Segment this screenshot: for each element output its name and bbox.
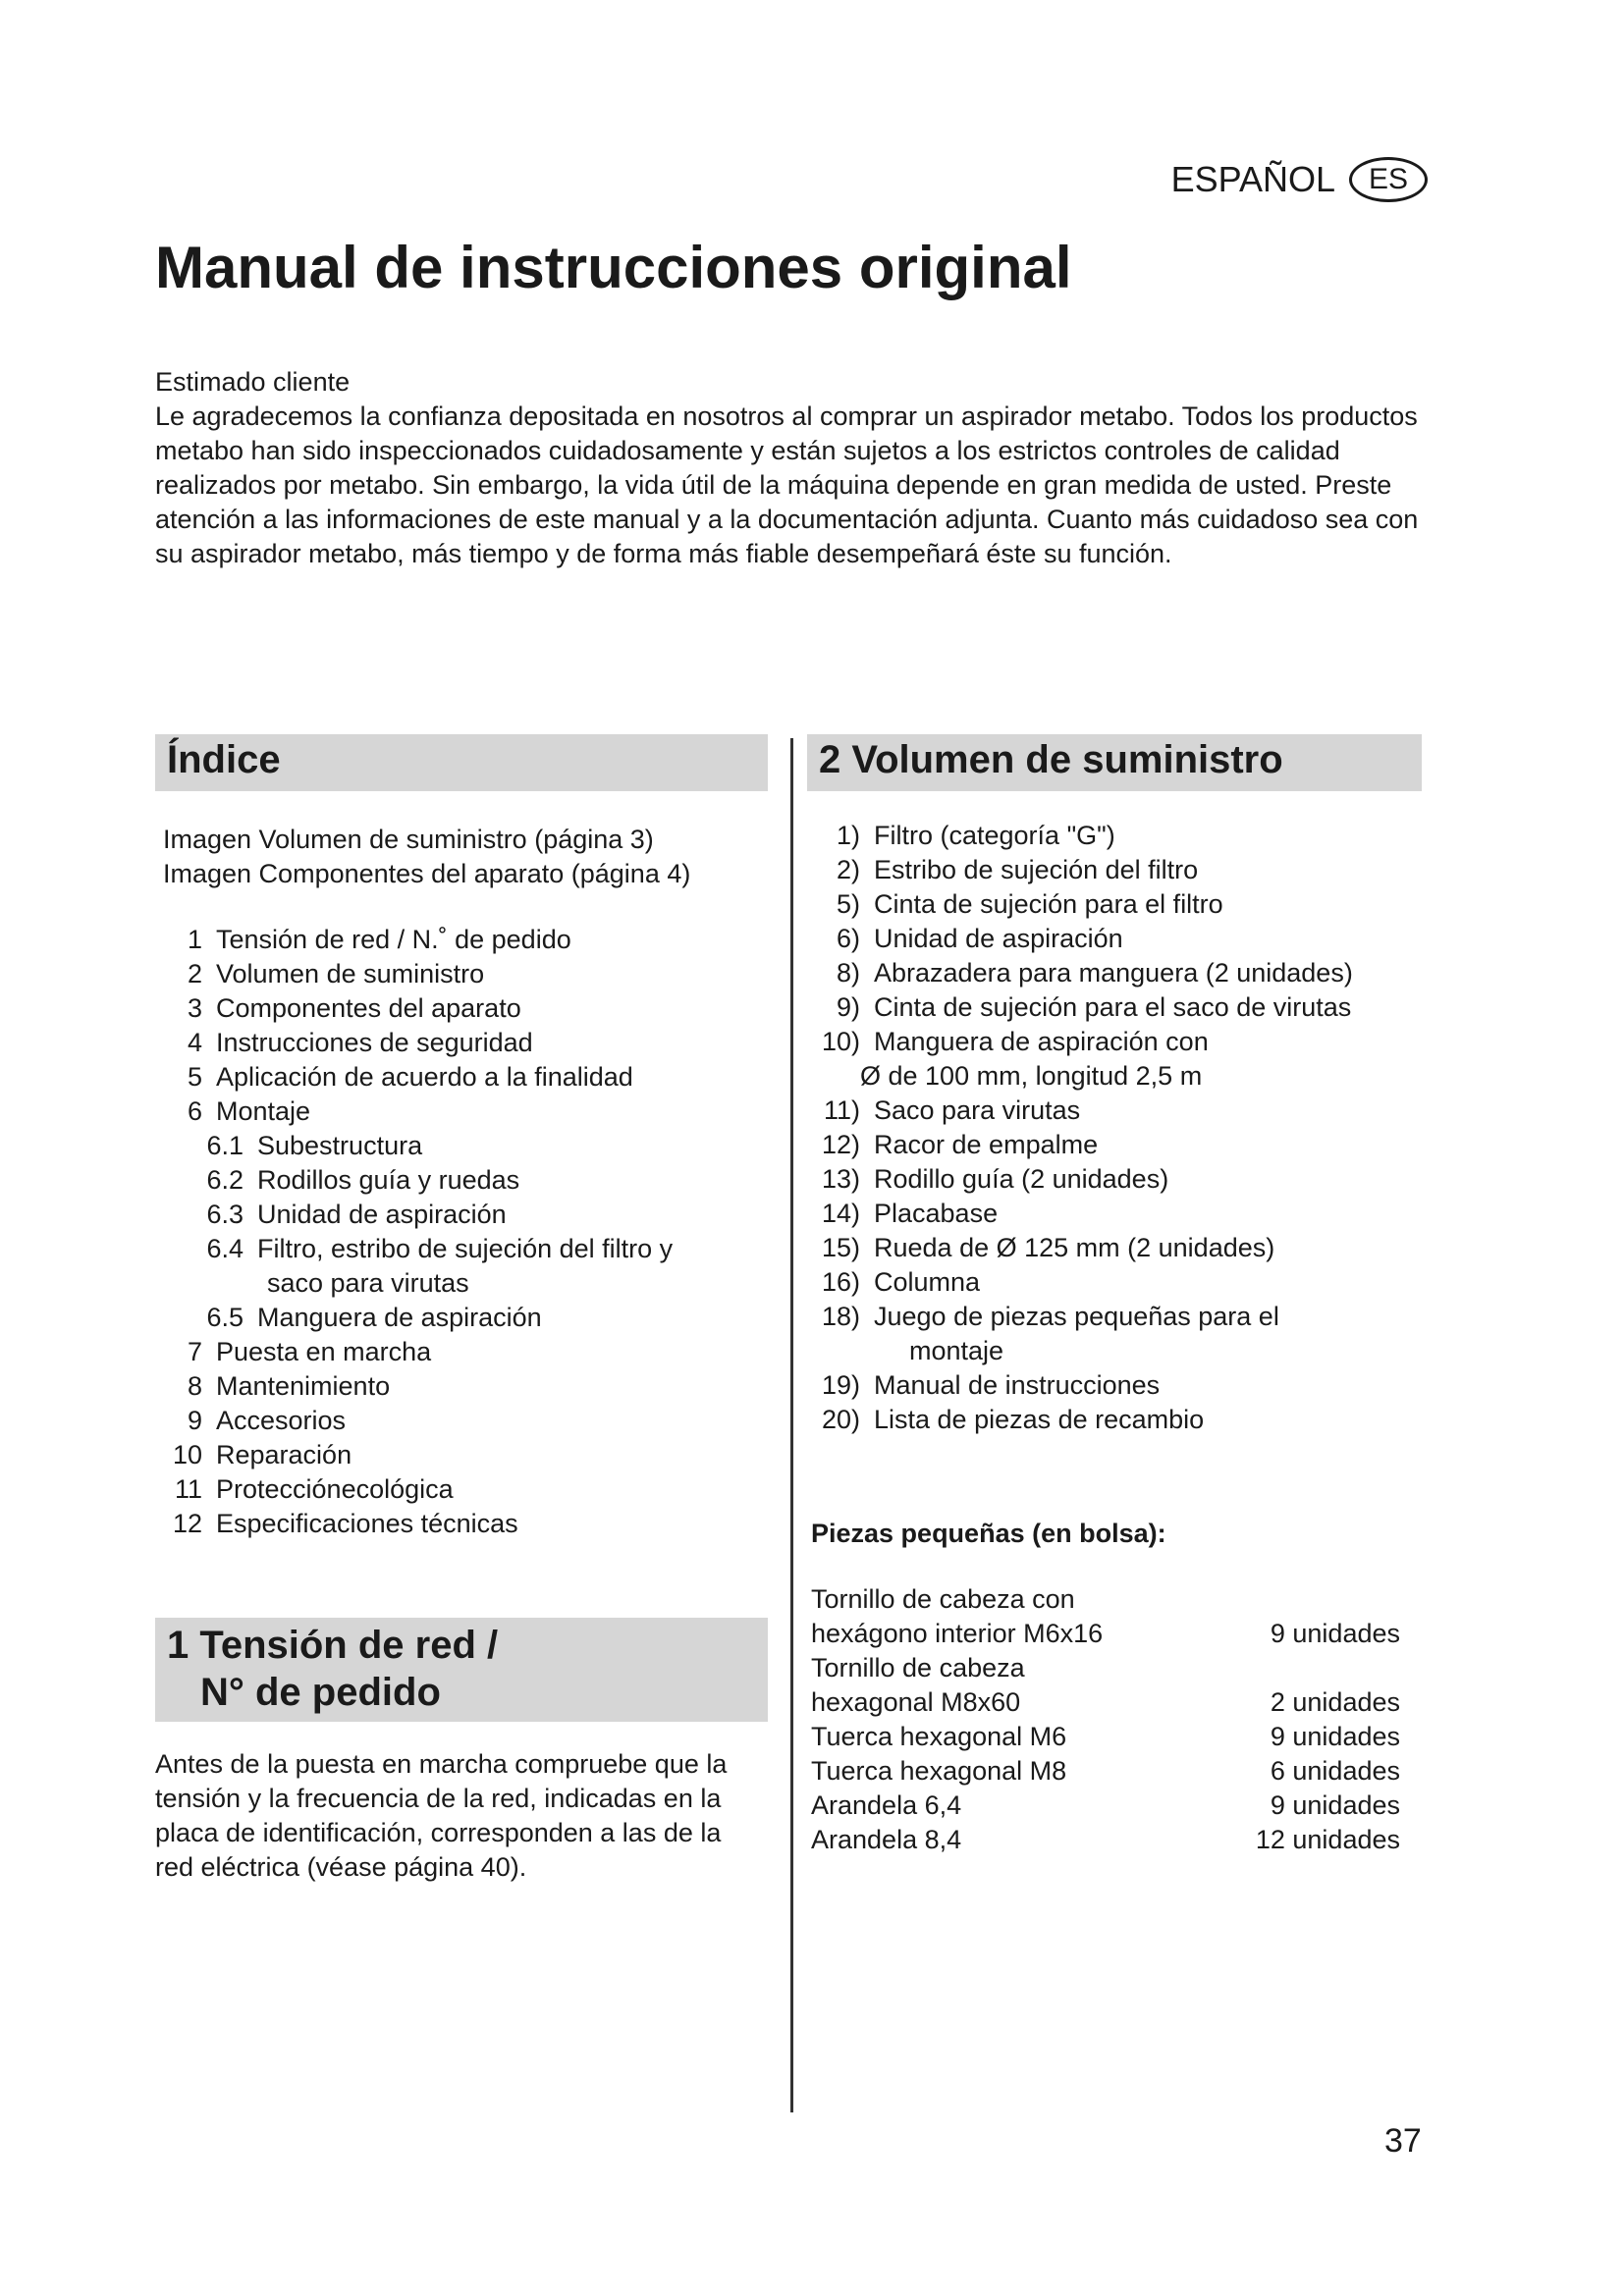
supply-number: 16) [821,1267,860,1297]
toc-label: saco para virutas [267,1268,469,1298]
supply-item [807,1368,1426,1403]
supply-item [807,1162,1426,1197]
supply-number: 18) [821,1302,860,1331]
small-part-row [811,1823,1400,1857]
toc-label: Protecciónecológica [216,1474,454,1504]
intro-body: Le agradecemos la confianza depositada en nosotros al comprar un aspirador metabo. Todos los productos metabo han sido inspeccionados cuidadosamente y están sujetos a los estrictos controles de calidad realizados por metabo. Sin embargo, la vida útil de la máquina depende en gran medida de usted. Preste atención a las informaciones de este manual y a la documentación adjunta. Cuanto más cuidadoso sea con su aspirador metabo, más tiempo y de forma más fiable desempeñará éste su función. [155,401,1419,568]
supply-label: Ø de 100 mm, longitud 2,5 m [860,1061,1203,1091]
column-divider [790,738,793,2112]
toc-number: 6.3 [206,1200,244,1229]
toc-number: 12 [172,1509,202,1538]
small-part-quantity: 9 unidades [1270,1619,1400,1648]
supply-item [807,990,1426,1025]
toc-label: Instrucciones de seguridad [216,1028,533,1057]
toc-label: Filtro, estribo de sujeción del filtro y [257,1234,674,1263]
toc-item[interactable] [155,1404,764,1438]
toc-item[interactable] [155,1438,764,1472]
toc-number: 5 [187,1062,202,1092]
supply-number: 11) [823,1095,860,1125]
supply-number: 2) [836,855,860,884]
toc-label: Montaje [216,1096,311,1126]
section1-heading-line: 1 Tensión de red / [167,1624,499,1667]
small-parts-heading: Piezas pequeñas (en bolsa): [811,1519,1166,1548]
supply-label: Cinta de sujeción para el saco de virutas [874,992,1352,1022]
supply-label: Rueda de Ø 125 mm (2 unidades) [874,1233,1275,1262]
small-part-name: Tornillo de cabeza [811,1653,1025,1682]
section1-heading [155,1618,768,1722]
toc-item[interactable] [155,1266,764,1301]
toc-item[interactable] [155,991,764,1026]
toc-item[interactable] [155,1129,764,1163]
intro-greeting: Estimado cliente [155,367,351,397]
supply-number: 19) [821,1370,860,1400]
supply-label: Unidad de aspiración [874,924,1123,953]
toc-item[interactable] [155,1472,764,1507]
supply-label: Rodillo guía (2 unidades) [874,1164,1169,1194]
toc-label: Rodillos guía y ruedas [257,1165,520,1195]
small-part-name: Arandela 6,4 [811,1790,962,1820]
supply-label: Manguera de aspiración con [874,1027,1209,1056]
small-part-quantity: 6 unidades [1270,1756,1400,1786]
small-part-row [811,1685,1400,1720]
supply-label: Abrazadera para manguera (2 unidades) [874,958,1353,988]
small-part-name: hexágono interior M6x16 [811,1619,1104,1648]
toc-item[interactable] [155,1026,764,1060]
toc-item[interactable] [155,1163,764,1198]
supply-label: montaje [909,1336,1004,1365]
intro-text [155,365,1432,571]
supply-number: 1) [836,821,860,850]
small-part-quantity: 12 unidades [1255,1825,1400,1854]
toc-label: Componentes del aparato [216,993,521,1023]
supply-item [807,1300,1426,1334]
small-parts-list [811,1582,1400,1857]
supply-item [807,1094,1426,1128]
toc-label: Mantenimiento [216,1371,391,1401]
toc-label: Especificaciones técnicas [216,1509,518,1538]
supply-item [807,1059,1426,1094]
supply-number: 12) [821,1130,860,1159]
small-part-quantity: 9 unidades [1270,1722,1400,1751]
supply-number: 13) [821,1164,860,1194]
toc-number: 6.5 [206,1303,244,1332]
small-part-name: hexagonal M8x60 [811,1687,1021,1717]
toc-number: 6.1 [206,1131,244,1160]
small-part-row [811,1789,1400,1823]
small-part-row [811,1754,1400,1789]
small-part-row [811,1651,1400,1685]
toc-label: Manguera de aspiración [257,1303,542,1332]
supply-number [807,1059,860,1094]
supply-number: 5) [836,889,860,919]
supply-label: Saco para virutas [874,1095,1081,1125]
toc-number: 6 [187,1096,202,1126]
supply-item [807,1197,1426,1231]
toc-item[interactable] [155,1198,764,1232]
toc-number: 3 [187,993,202,1023]
toc-number: 7 [187,1337,202,1366]
supply-number: 15) [821,1233,860,1262]
small-part-quantity [1243,1651,1400,1685]
toc-number: 1 [187,925,202,954]
index-images [163,823,690,891]
small-part-name: Tuerca hexagonal M6 [811,1722,1067,1751]
toc-item[interactable] [155,957,764,991]
toc-label: Subestructura [257,1131,423,1160]
language-indicator [1171,157,1428,202]
toc-label: Unidad de aspiración [257,1200,507,1229]
small-part-name: Arandela 8,4 [811,1825,962,1854]
supply-label: Cinta de sujeción para el filtro [874,889,1223,919]
index-image-link: Imagen Volumen de suministro (página 3) [163,825,654,854]
page-number: 37 [1384,2122,1422,2160]
supply-number: 14) [821,1199,860,1228]
supply-item [807,887,1426,922]
supply-item [807,1231,1426,1265]
section2-heading: 2 Volumen de suministro [807,734,1422,791]
index-image-link: Imagen Componentes del aparato (página 4) [163,859,691,888]
toc-item[interactable] [155,1060,764,1095]
supply-label: Lista de piezas de recambio [874,1405,1205,1434]
supply-item [807,1128,1426,1162]
toc-label: Aplicación de acuerdo a la finalidad [216,1062,633,1092]
toc-label: Tensión de red / N.˚ de pedido [216,925,571,954]
supply-item [807,853,1426,887]
supply-item [807,1265,1426,1300]
supply-label: Estribo de sujeción del filtro [874,855,1199,884]
supply-item [807,1334,1426,1368]
small-part-row [811,1617,1400,1651]
supply-number [807,1334,860,1368]
index-heading: Índice [155,734,768,791]
supply-item [807,922,1426,956]
supply-item [807,819,1426,853]
toc-number [155,1266,253,1301]
small-part-row [811,1582,1400,1617]
table-of-contents [155,923,764,1541]
small-part-name: Tuerca hexagonal M8 [811,1756,1067,1786]
toc-item[interactable] [155,1232,764,1266]
small-part-row [811,1720,1400,1754]
toc-number: 10 [172,1440,202,1469]
toc-item[interactable] [155,1507,764,1541]
language-label: ESPAÑOL [1170,159,1335,199]
supply-label: Columna [874,1267,981,1297]
toc-number: 8 [187,1371,202,1401]
supply-item [807,1025,1426,1059]
supply-number: 8) [836,958,860,988]
toc-label: Reparación [216,1440,352,1469]
supply-list [807,819,1426,1437]
toc-label: Puesta en marcha [216,1337,432,1366]
small-part-quantity: 9 unidades [1270,1790,1400,1820]
toc-item[interactable] [155,1301,764,1335]
supply-item [807,1403,1426,1437]
page-title: Manual de instrucciones original [155,235,1072,300]
supply-number: 9) [836,992,860,1022]
small-part-name: Tornillo de cabeza con [811,1584,1075,1614]
supply-label: Juego de piezas pequeñas para el [874,1302,1279,1331]
toc-item[interactable] [155,1335,764,1369]
supply-number: 6) [836,924,860,953]
toc-number: 6.4 [206,1234,244,1263]
section1-body: Antes de la puesta en marcha compruebe que la tensión y la frecuencia de la red, indicadas en la placa de identificación, corresponden a las de la red eléctrica (véase página 40). [155,1749,728,1882]
toc-number: 11 [174,1474,202,1504]
toc-item[interactable] [155,1095,764,1129]
supply-label: Racor de empalme [874,1130,1099,1159]
toc-number: 2 [187,959,202,988]
language-badge: ES [1349,157,1428,202]
supply-label: Manual de instrucciones [874,1370,1161,1400]
toc-number: 9 [187,1406,202,1435]
supply-label: Filtro (categoría "G") [874,821,1115,850]
supply-label: Placabase [874,1199,999,1228]
toc-item[interactable] [155,1369,764,1404]
supply-number: 10) [821,1027,860,1056]
toc-item[interactable] [155,923,764,957]
small-part-quantity [1243,1582,1400,1617]
toc-label: Volumen de suministro [216,959,485,988]
small-part-quantity: 2 unidades [1270,1687,1400,1717]
toc-label: Accesorios [216,1406,347,1435]
section1-heading-line: N° de pedido [200,1671,441,1714]
toc-number: 6.2 [206,1165,244,1195]
supply-item [807,956,1426,990]
supply-number: 20) [821,1405,860,1434]
toc-number: 4 [187,1028,202,1057]
